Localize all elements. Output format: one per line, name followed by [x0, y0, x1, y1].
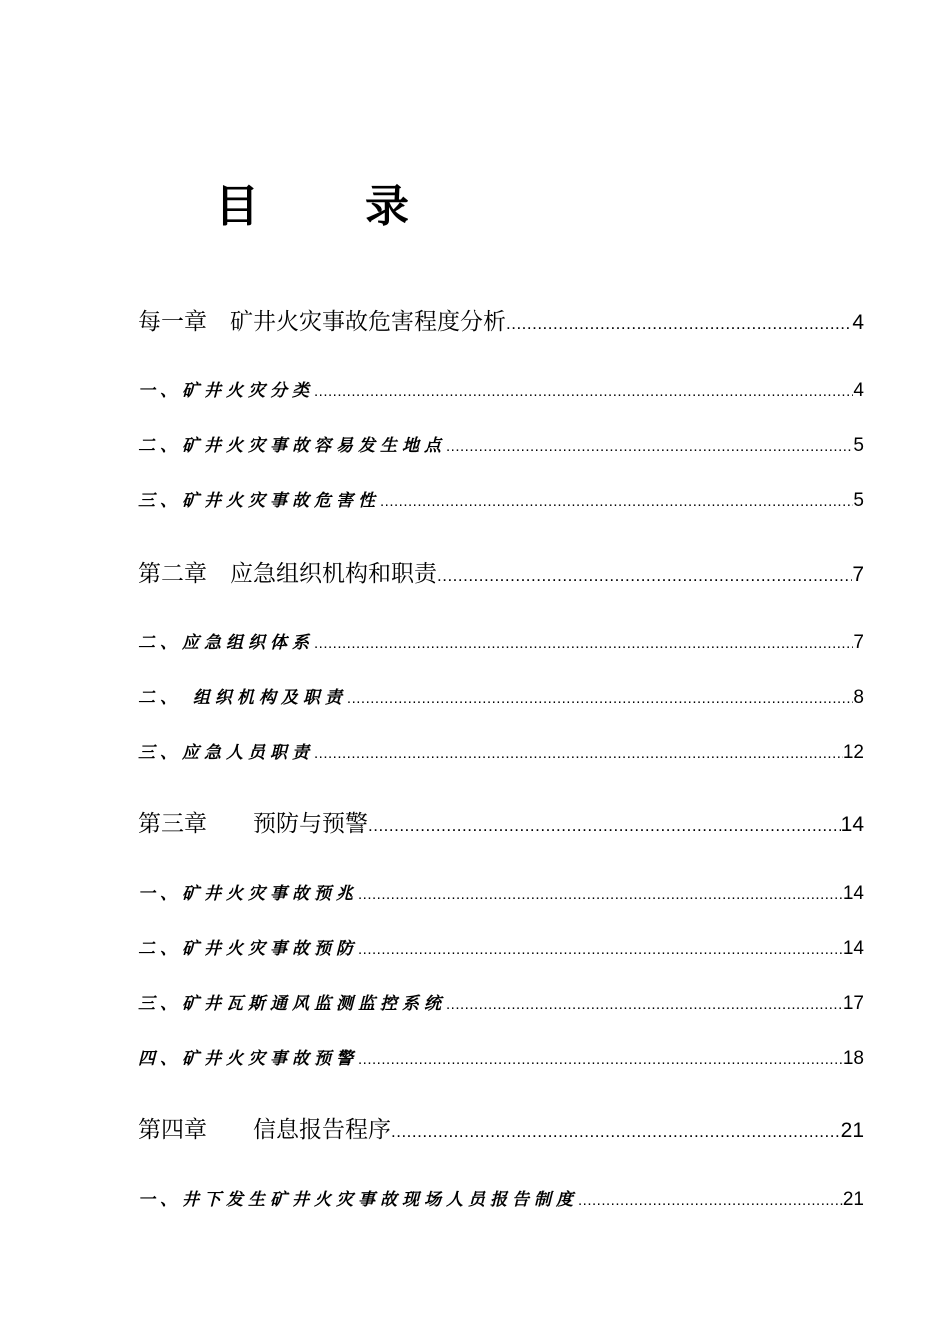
toc-dot-leader — [437, 566, 852, 586]
toc-entry-chapter-1[interactable] — [138, 303, 864, 337]
toc-title-char-1: 目 — [215, 181, 259, 232]
toc-page-number: 21 — [840, 1119, 864, 1142]
toc-title — [215, 172, 409, 232]
toc-entry-label: 二、应急组织体系 — [138, 633, 314, 653]
toc-page-number: 17 — [842, 993, 864, 1014]
toc-dot-leader — [578, 1192, 843, 1209]
toc-entry-label: 第二章 应急组织机构和职责 — [138, 561, 437, 587]
toc-entry-label: 二、矿井火灾事故容易发生地点 — [138, 436, 446, 456]
toc-entry-label: 二、 组织机构及职责 — [138, 688, 347, 708]
toc-entry-label: 一、井下发生矿井火灾事故现场人员报告制度 — [138, 1190, 578, 1210]
toc-entry-section[interactable] — [138, 431, 864, 457]
toc-entry-label: 四、矿井火灾事故预警 — [138, 1049, 358, 1069]
toc-page-number: 18 — [842, 1048, 864, 1069]
toc-page-number: 7 — [853, 632, 864, 653]
toc-dot-leader — [446, 996, 843, 1013]
toc-dot-leader — [506, 314, 852, 334]
toc-entry-section[interactable] — [138, 1185, 864, 1211]
toc-page-number: 5 — [853, 435, 864, 456]
toc-page-number: 4 — [853, 380, 864, 401]
toc-dot-leader — [358, 886, 843, 903]
toc-page-number: 4 — [852, 311, 864, 334]
toc-dot-leader — [368, 816, 841, 836]
toc-page-number: 7 — [852, 563, 864, 586]
toc-entry-label: 二、矿井火灾事故预防 — [138, 939, 358, 959]
toc-entry-section[interactable] — [138, 934, 864, 960]
toc-entry-label: 一、矿井火灾事故预兆 — [138, 884, 358, 904]
toc-entry-label: 每一章 矿井火灾事故危害程度分析 — [138, 309, 506, 335]
toc-entry-label: 一、矿井火灾分类 — [138, 381, 314, 401]
toc-entry-label: 三、矿井火灾事故危害性 — [138, 491, 380, 511]
toc-dot-leader — [358, 1051, 843, 1068]
toc-page-number: 21 — [842, 1189, 864, 1210]
toc-dot-leader — [358, 941, 843, 958]
toc-page-number: 14 — [842, 883, 864, 904]
toc-entry-section[interactable] — [138, 738, 864, 764]
toc-entry-section[interactable] — [138, 879, 864, 905]
toc-page-number: 14 — [842, 938, 864, 959]
toc-entry-label: 第三章 预防与预警 — [138, 811, 368, 837]
toc-page-number: 14 — [840, 813, 864, 836]
toc-entry-section[interactable] — [138, 989, 864, 1015]
toc-page-number: 12 — [842, 742, 864, 763]
toc-dot-leader — [391, 1122, 841, 1142]
toc-dot-leader — [314, 383, 853, 400]
toc-entry-section[interactable] — [138, 1044, 864, 1070]
toc-dot-leader — [314, 745, 843, 762]
toc-page-number: 8 — [853, 687, 864, 708]
toc-title-char-2: 录 — [365, 181, 409, 232]
toc-entry-section[interactable] — [138, 376, 864, 402]
toc-entry-section[interactable] — [138, 628, 864, 654]
toc-entry-chapter-2[interactable] — [138, 555, 864, 589]
toc-entry-label: 第四章 信息报告程序 — [138, 1117, 391, 1143]
toc-page-number: 5 — [853, 490, 864, 511]
toc-dot-leader — [347, 690, 854, 707]
toc-entry-label: 三、应急人员职责 — [138, 743, 314, 763]
toc-entry-section[interactable] — [138, 486, 864, 512]
toc-dot-leader — [446, 438, 853, 455]
toc-entry-chapter-3[interactable] — [138, 805, 864, 839]
toc-dot-leader — [380, 493, 853, 510]
toc-entry-label: 三、矿井瓦斯通风监测监控系统 — [138, 994, 446, 1014]
toc-dot-leader — [314, 635, 853, 652]
toc-entry-chapter-4[interactable] — [138, 1111, 864, 1145]
toc-entry-section[interactable] — [138, 683, 864, 709]
